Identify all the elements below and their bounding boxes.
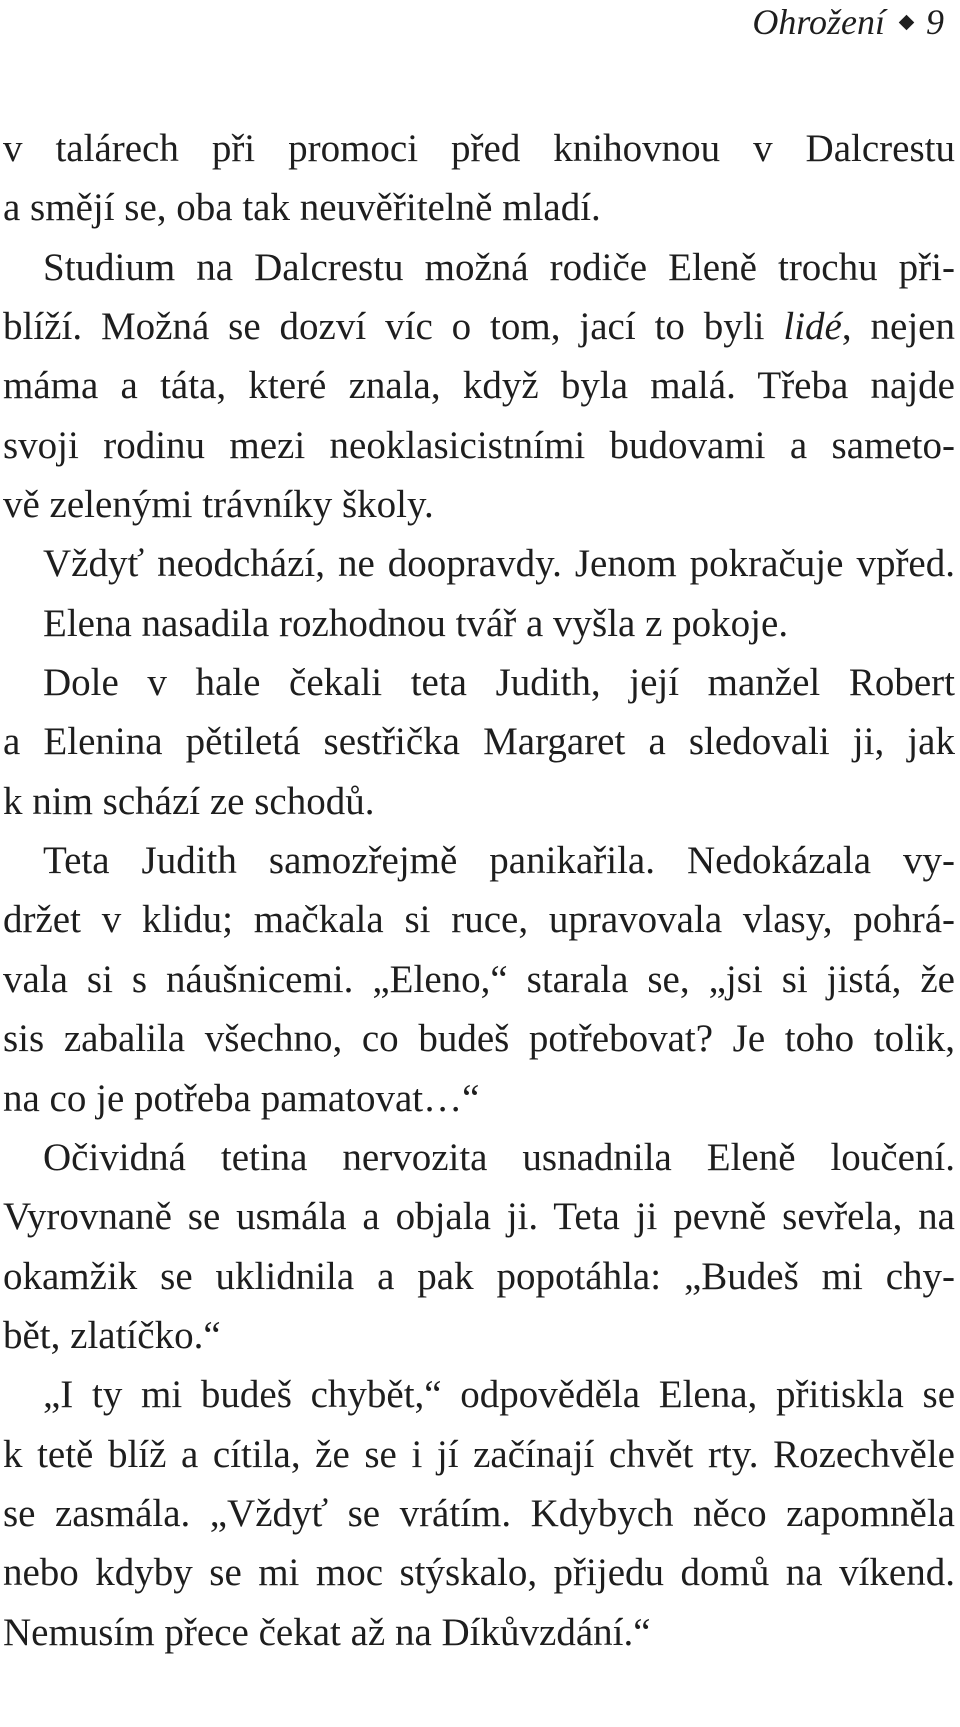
text-line: k nim schází ze schodů. [3,779,375,823]
text-line: blíží. Možná se dozví víc o tom, jací to byli lidé, nejen [3,305,955,349]
text-line: Dole v hale čekali teta Judith, její manžel Robert [43,661,955,705]
text-line: svoji rodinu mezi neoklasicistními budovami a sameto- [3,423,955,467]
text-line: k tetě blíž a cítila, že se i jí začínají chvět rty. Rozechvěle [3,1432,955,1476]
text-line: se zasmála. „Vždyť se vrátím. Kdybych něco zapomněla [3,1491,955,1535]
text-line: „I ty mi budeš chybět,“ odpověděla Elena, přitiskla se [43,1373,955,1417]
text-line: nebo kdyby se mi moc stýskalo, přijedu domů na víkend. [3,1551,955,1595]
text-line: a smějí se, oba tak neuvěřitelně mladí. [3,186,601,230]
text-line: Elena nasadila rozhodnou tvář a vyšla z pokoje. [43,601,789,645]
text-line: Vyrovnaně se usmála a objala ji. Teta ji pevně sevřela, na [3,1195,955,1239]
chapter-title: Ohrožení [752,2,885,42]
text-line: sis zabalila všechno, co budeš potřebovat? Je toho tolik, [3,1017,955,1061]
text-line: Očividná tetina nervozita usnadnila Eleně loučení. [43,1135,955,1179]
text-line: Nemusím přece čekat až na Díkůvzdání.“ [3,1610,651,1654]
text-line: Teta Judith samozřejmě panikařila. Nedokázala vy- [43,839,955,883]
running-header [752,2,944,42]
text-line: v talárech při promoci před knihovnou v Dalcrestu [3,127,955,170]
text-line: bět, zlatíčko.“ [3,1313,221,1357]
text-line: vala si s náušnicemi. „Eleno,“ starala se, „jsi si jistá, že [3,957,955,1001]
text-line: Vždyť neodchází, ne doopravdy. Jenom pokračuje vpřed. [43,542,955,586]
text-line: máma a táta, které znala, když byla malá. Třeba najde [3,364,955,408]
page-number: 9 [926,2,944,42]
diamond-ornament-icon [899,15,915,31]
text-line: na co je potřeba pamatovat…“ [3,1076,480,1120]
text-line: Studium na Dalcrestu možná rodiče Eleně trochu při- [43,245,955,289]
text-line: a Elenina pětiletá sestřička Margaret a sledovali ji, jak [3,720,955,764]
text-line: držet v klidu; mačkala si ruce, upravovala vlasy, pohrá- [3,898,955,942]
body-text [3,119,955,1662]
text-line: vě zelenými trávníky školy. [3,483,434,527]
emphasized-word: lidé [783,305,842,349]
text-line: okamžik se uklidnila a pak popotáhla: „Budeš mi chy- [3,1254,955,1298]
